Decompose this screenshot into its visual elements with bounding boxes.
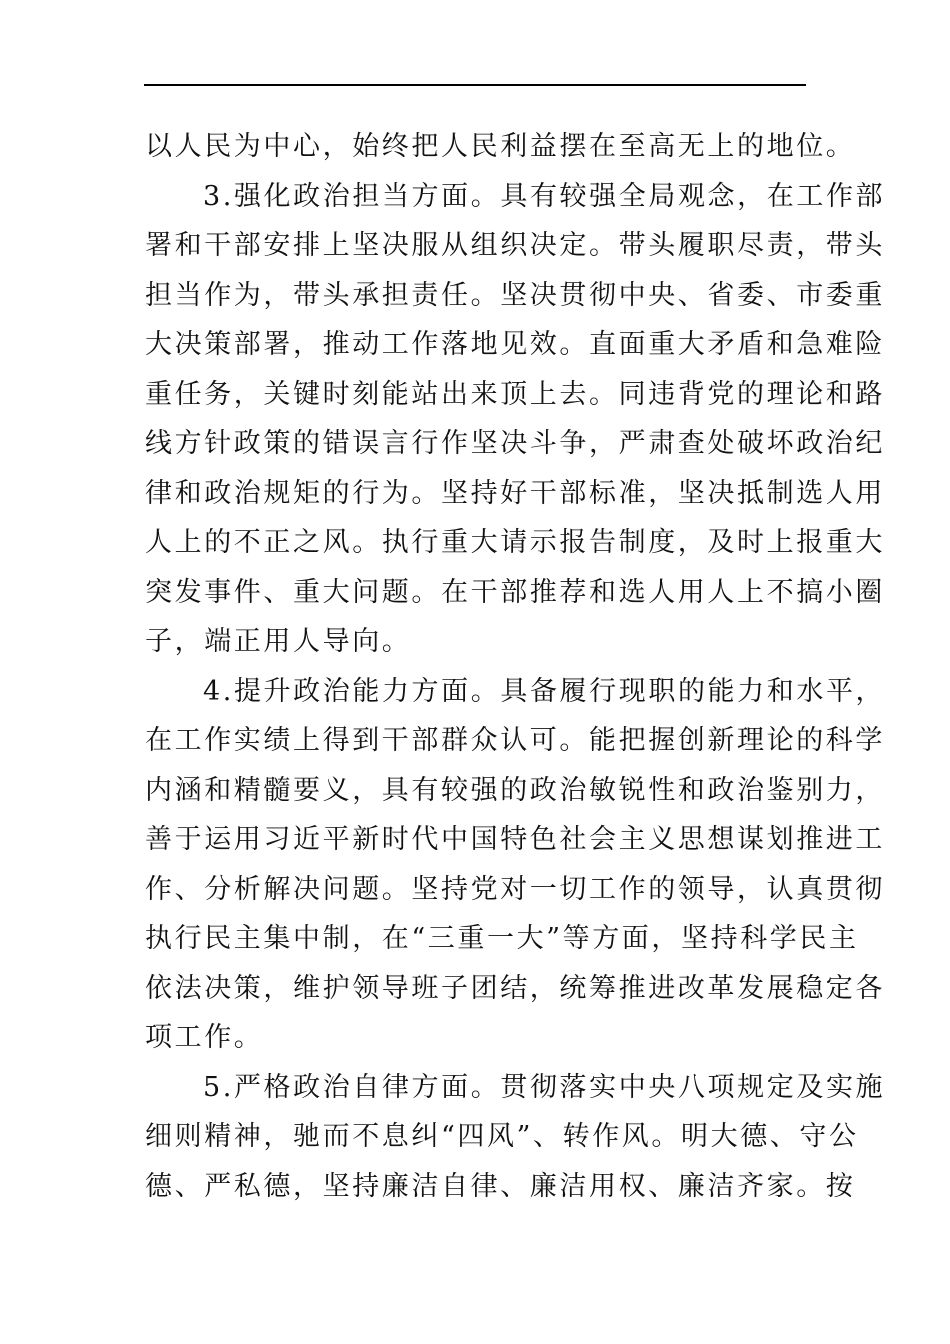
text-line: 重任务，关键时刻能站出来顶上去。同违背党的理论和路 [145, 378, 885, 410]
text-line: 在工作实绩上得到干部群众认可。能把握创新理论的科学 [145, 725, 885, 756]
text-line: 子，端正用人导向。 [145, 626, 412, 657]
text-line: 执行民主集中制，在“三重一大”等方面，坚持科学民主 [145, 923, 859, 954]
text-line: 善于运用习近平新时代中国特色社会主义思想谋划推进工 [145, 824, 885, 855]
header-rule [144, 84, 806, 86]
text-line: 署和干部安排上坚决服从组织决定。带头履职尽责，带头 [145, 230, 885, 261]
text-line: 大决策部署，推动工作落地见效。直面重大矛盾和急难险 [145, 329, 885, 360]
text-line: 线方针政策的错误言行作坚决斗争，严肃查处破坏政治纪 [145, 428, 885, 459]
text-line: 人上的不正之风。执行重大请示报告制度，及时上报重大 [145, 527, 885, 558]
text-line: 细则精神，驰而不息纠“四风”、转作风。明大德、守公 [145, 1121, 859, 1152]
document-body [145, 122, 886, 1211]
text-line: 突发事件、重大问题。在干部推荐和选人用人上不搞小圈 [145, 576, 885, 608]
text-line: 德、严私德，坚持廉洁自律、廉洁用权、廉洁齐家。按 [145, 1170, 856, 1202]
text-line: 5.严格政治自律方面。贯彻落实中央八项规定及实施 [203, 1071, 886, 1103]
text-line: 依法决策，维护领导班子团结，统筹推进改革发展稳定各 [145, 972, 885, 1004]
text-line: 以人民为中心，始终把人民利益摆在至高无上的地位。 [145, 131, 856, 162]
text-line: 3.强化政治担当方面。具有较强全局观念，在工作部 [203, 180, 886, 212]
text-line: 作、分析解决问题。坚持党对一切工作的领导，认真贯彻 [145, 873, 885, 905]
text-line: 内涵和精髓要义，具有较强的政治敏锐性和政治鉴别力， [145, 774, 885, 806]
text-line: 项工作。 [145, 1022, 264, 1053]
text-line: 担当作为，带头承担责任。坚决贯彻中央、省委、市委重 [145, 279, 885, 311]
text-line: 4.提升政治能力方面。具备履行现职的能力和水平， [203, 675, 886, 707]
text-line: 律和政治规矩的行为。坚持好干部标准，坚决抵制选人用 [145, 477, 885, 509]
